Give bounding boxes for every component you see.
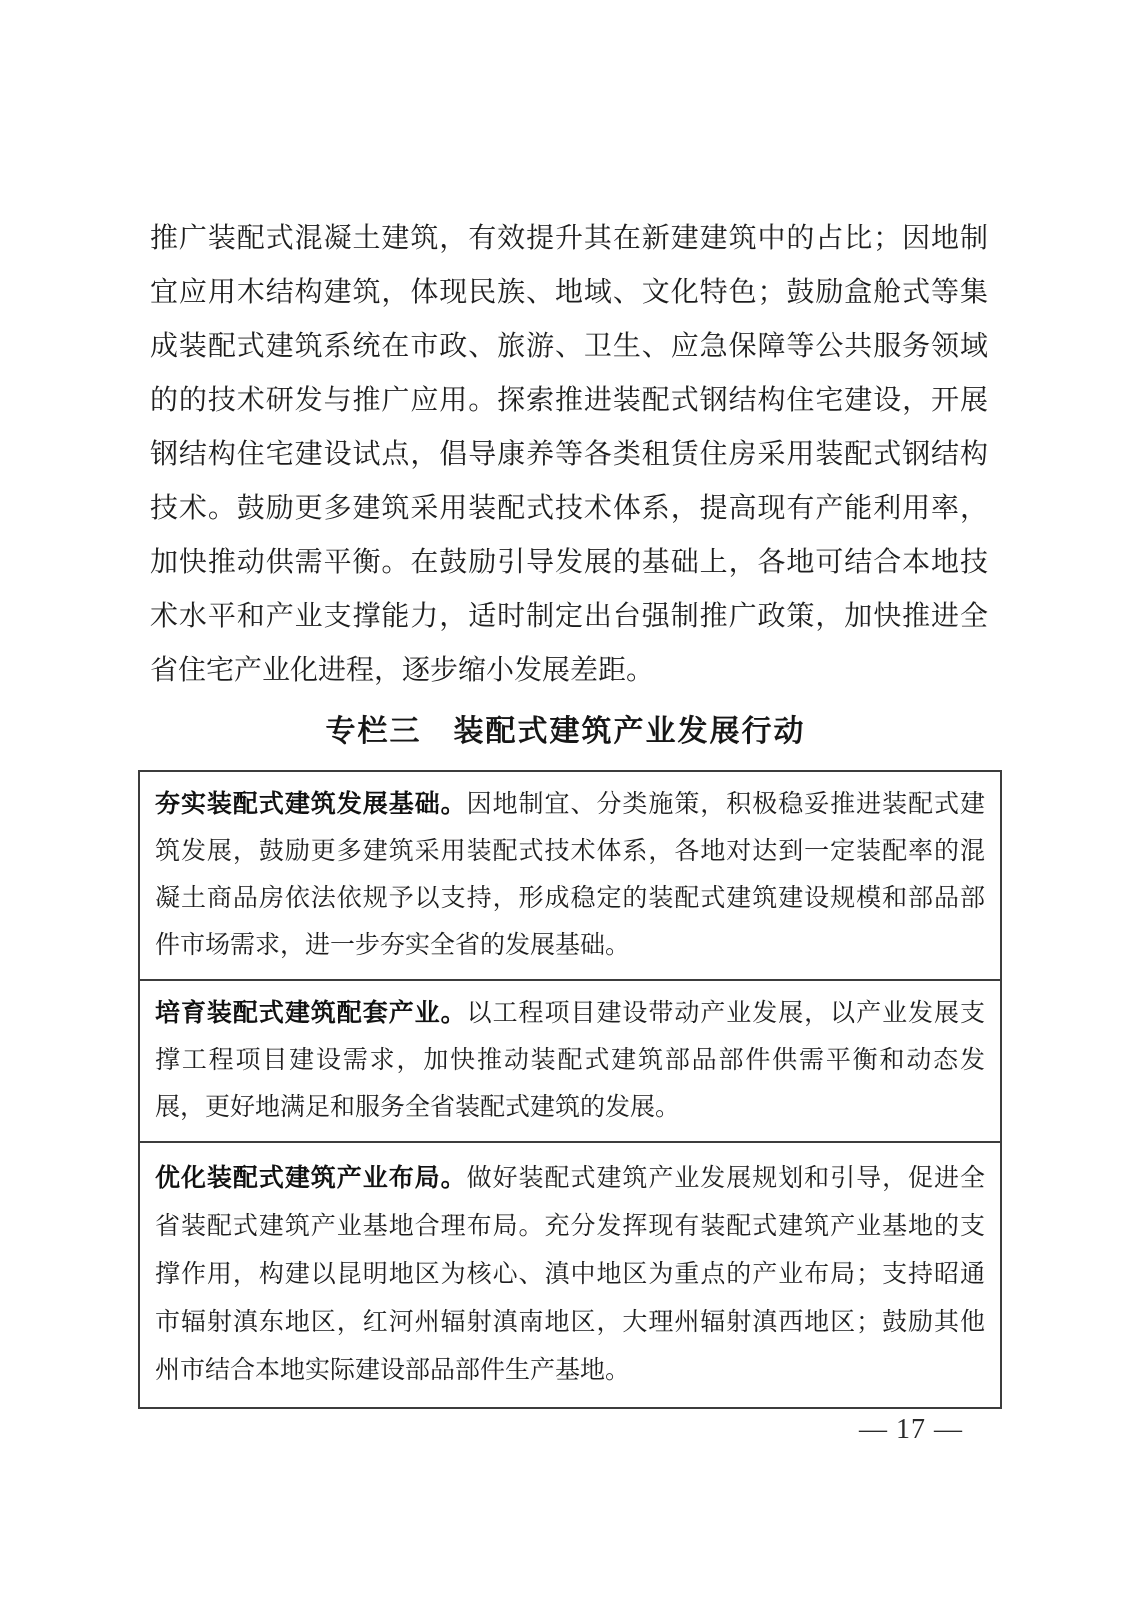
box-row-consolidate-foundation — [140, 772, 1000, 979]
paragraph-line: 钢结构住宅建设试点，倡导康养等各类租赁住房采用装配式钢结构 — [150, 439, 988, 470]
box-row-supporting-industry — [140, 979, 1000, 1141]
box-line: 州市结合本地实际建设部品部件生产基地。 — [155, 1357, 631, 1384]
box-line-text: 做好装配式建筑产业发展规划和引导，促进全 — [466, 1165, 985, 1192]
paragraph-line: 加快推动供需平衡。在鼓励引导发展的基础上，各地可结合本地技 — [150, 547, 988, 578]
box-line: 展，更好地满足和服务全省装配式建筑的发展。 — [155, 1094, 681, 1121]
page-number: — 17 — — [859, 1414, 963, 1445]
box-line: 凝土商品房依法依规予以支持，形成稳定的装配式建筑建设规模和部品部 — [155, 885, 985, 912]
box-line — [155, 1154, 985, 1203]
box-row-lead: 优化装配式建筑产业布局。 — [155, 1164, 467, 1192]
box-line: 筑发展，鼓励更多建筑采用装配式技术体系，各地对达到一定装配率的混 — [155, 838, 985, 865]
paragraph-line: 宜应用木结构建筑，体现民族、地域、文化特色；鼓励盒舱式等集 — [150, 277, 988, 308]
paragraph-line: 术水平和产业支撑能力，适时制定出台强制推广政策，加快推进全 — [150, 601, 988, 632]
paragraph-line: 技术。鼓励更多建筑采用装配式技术体系，提高现有产能利用率， — [150, 493, 988, 524]
column-heading: 专栏三 装配式建筑产业发展行动 — [325, 715, 806, 748]
box-row-industry-layout — [140, 1141, 1000, 1407]
box-line: 省装配式建筑产业基地合理布局。充分发挥现有装配式建筑产业基地的支 — [155, 1213, 985, 1240]
box-line: 市辐射滇东地区，红河州辐射滇南地区，大理州辐射滇西地区；鼓励其他 — [155, 1309, 985, 1336]
box-row-lead: 夯实装配式建筑发展基础。 — [155, 790, 467, 818]
body-paragraph — [150, 212, 988, 698]
box-line-text: 以工程项目建设带动产业发展，以产业发展支 — [466, 1000, 985, 1027]
paragraph-line: 省住宅产业化进程，逐步缩小发展差距。 — [150, 655, 655, 686]
paragraph-line: 推广装配式混凝土建筑，有效提升其在新建建筑中的占比；因地制 — [150, 223, 988, 254]
box-row-lead: 培育装配式建筑配套产业。 — [155, 999, 467, 1027]
box-line: 撑作用，构建以昆明地区为核心、滇中地区为重点的产业布局；支持昭通 — [155, 1261, 985, 1288]
paragraph-line: 的的技术研发与推广应用。探索推进装配式钢结构住宅建设，开展 — [150, 385, 988, 416]
paragraph-line: 成装配式建筑系统在市政、旅游、卫生、应急保障等公共服务领域 — [150, 331, 988, 362]
box-line — [155, 781, 985, 828]
box-line: 撑工程项目建设需求，加快推动装配式建筑部品部件供需平衡和动态发 — [155, 1047, 985, 1074]
box-line: 件市场需求，进一步夯实全省的发展基础。 — [155, 932, 631, 959]
feature-box — [138, 770, 1002, 1409]
box-line — [155, 990, 985, 1037]
box-line-text: 因地制宜、分类施策，积极稳妥推进装配式建 — [466, 791, 985, 818]
